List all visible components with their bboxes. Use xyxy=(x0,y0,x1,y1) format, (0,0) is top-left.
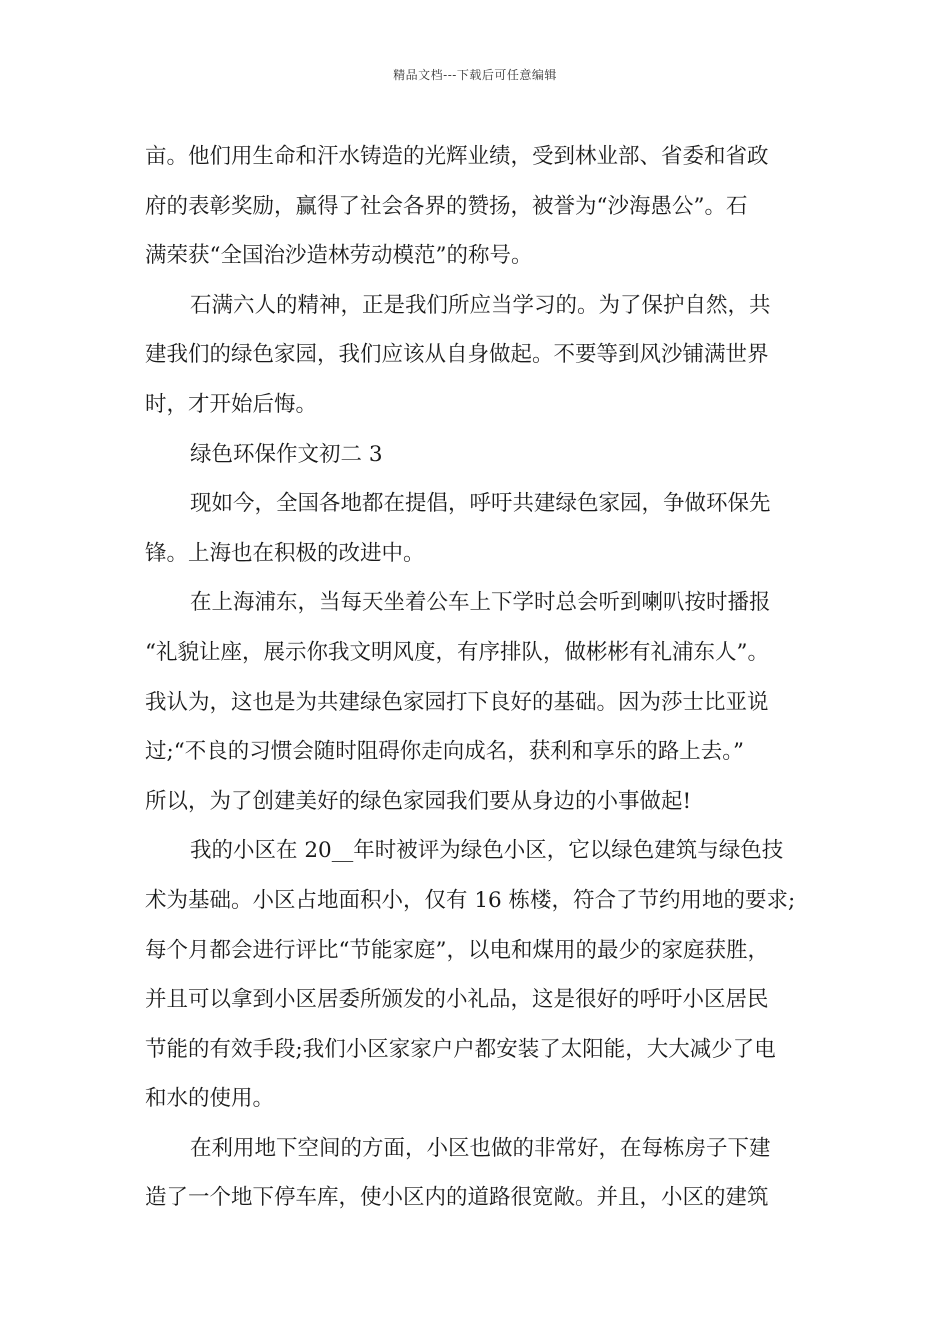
text-line: 亩。他们用生命和汗水铸造的光辉业绩，受到林业部、省委和省政 xyxy=(145,144,769,169)
text-line: 建我们的绿色家园，我们应该从自身做起。不要等到风沙铺满世界 xyxy=(145,342,769,368)
document-body xyxy=(145,132,817,1223)
text-line: 术为基础。小区占地面积小，仅有 16 栋楼，符合了节约用地的要求; xyxy=(145,887,796,913)
text-line: 节能的有效手段;我们小区家家户户都安装了太阳能，大大减少了电 xyxy=(145,1036,776,1062)
text-line: 过;“不良的习惯会随时阻碍你走向成名，获利和享乐的路上去。” xyxy=(145,739,744,765)
text-line: 并且可以拿到小区居委所颁发的小礼品，这是很好的呼吁小区居民 xyxy=(145,987,769,1013)
page-header: 精品文档---下载后可任意编辑 xyxy=(393,68,557,82)
text-line: 满荣获“全国治沙造林劳动模范”的称号。 xyxy=(145,243,533,269)
text-line: 所以，为了创建美好的绿色家园我们要从身边的小事做起! xyxy=(145,788,692,814)
text-line: 现如今，全国各地都在提倡，呼吁共建绿色家园，争做环保先 xyxy=(190,491,771,517)
text-line: 在利用地下空间的方面，小区也做的非常好，在每栋房子下建 xyxy=(190,1135,771,1161)
text-line: 府的表彰奖励，赢得了社会各界的赞扬，被誉为“沙海愚公”。石 xyxy=(145,193,748,219)
text-line: 在上海浦东，当每天坐着公车上下学时总会听到喇叭按时播报 xyxy=(190,590,771,616)
text-line: 我的小区在 20__年时被评为绿色小区，它以绿色建筑与绿色技 xyxy=(190,838,784,864)
text-line: 锋。上海也在积极的改进中。 xyxy=(145,540,425,566)
text-line: “礼貌让座，展示你我文明风度，有序排队，做彬彬有礼浦东人”。 xyxy=(145,639,769,665)
text-line: 时，才开始后悔。 xyxy=(145,391,318,417)
text-line: 绿色环保作文初二 3 xyxy=(190,441,383,467)
text-line: 我认为，这也是为共建绿色家园打下良好的基础。因为莎士比亚说 xyxy=(145,689,769,715)
text-line: 造了一个地下停车库，使小区内的道路很宽敞。并且，小区的建筑 xyxy=(145,1185,769,1211)
text-line: 每个月都会进行评比“节能家庭”，以电和煤用的最少的家庭获胜， xyxy=(145,937,769,963)
text-line: 石满六人的精神，正是我们所应当学习的。为了保护自然，共 xyxy=(190,292,771,318)
text-line: 和水的使用。 xyxy=(145,1086,275,1112)
